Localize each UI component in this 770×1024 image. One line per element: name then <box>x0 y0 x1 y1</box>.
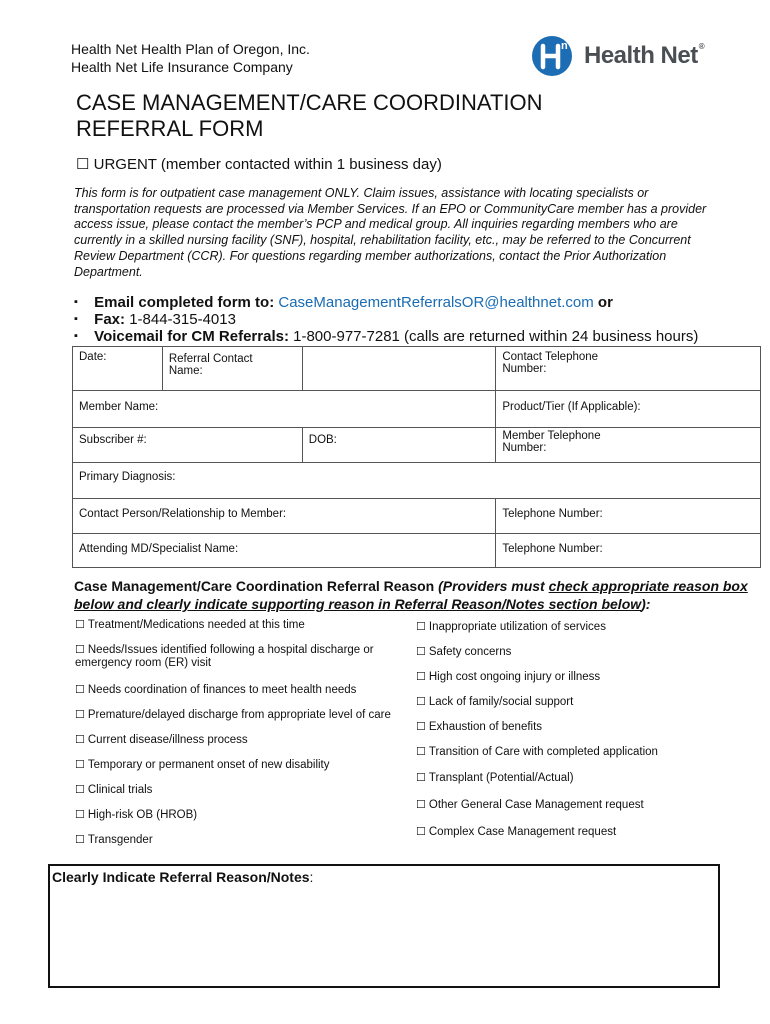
health-net-logo-mark <box>530 34 580 78</box>
reason-checkbox[interactable]: ☐ Current disease/illness process <box>75 734 248 746</box>
contact-person-telephone-field[interactable]: Telephone Number: <box>496 499 761 534</box>
email-suffix: or <box>597 294 613 311</box>
bullet-icon: ▪ <box>74 330 78 342</box>
logo-wordmark: Health Net® <box>584 42 705 69</box>
reason-checkbox[interactable]: ☐ Lack of family/social support <box>416 696 574 708</box>
date-field[interactable]: Date: <box>73 347 163 391</box>
member-name-field[interactable]: Member Name: <box>73 391 496 428</box>
primary-diagnosis-field[interactable]: Primary Diagnosis: <box>73 463 761 499</box>
reason-checkbox[interactable]: ☐ Exhaustion of benefits <box>416 721 543 733</box>
referral-reason-heading: Case Management/Care Coordination Referral Reason (Providers must check appropriate reason box below and clearly indicate supporting reason in Referral Reason/Notes section below): <box>74 578 748 612</box>
bullet-icon: ▪ <box>74 313 78 325</box>
referral-contact-name-value[interactable] <box>302 347 496 391</box>
voicemail-label: Voicemail for CM Referrals: <box>94 328 289 345</box>
email-label: Email completed form to: <box>94 294 275 311</box>
reason-checkbox[interactable]: ☐ Premature/delayed discharge from appropriate level of care <box>75 709 391 721</box>
company-name-line1: Health Net Health Plan of Oregon, Inc. <box>71 41 310 57</box>
reason-checkbox[interactable]: ☐ Temporary or permanent onset of new disability <box>75 759 330 771</box>
product-tier-field[interactable]: Product/Tier (If Applicable): <box>496 391 761 428</box>
reason-checkbox[interactable]: ☐ Clinical trials <box>75 784 153 796</box>
reason-checkbox[interactable]: ☐ Inappropriate utilization of services <box>416 621 606 633</box>
email-row <box>74 294 698 311</box>
voicemail-row <box>74 328 698 345</box>
bullet-icon: ▪ <box>74 296 78 308</box>
referral-notes-label: Clearly Indicate Referral Reason/Notes: <box>52 869 314 885</box>
subscriber-field[interactable]: Subscriber #: <box>73 428 303 463</box>
reason-checkbox[interactable]: ☐ Safety concerns <box>416 646 512 658</box>
logo-mark-letter: n <box>561 40 568 52</box>
dob-field[interactable]: DOB: <box>302 428 496 463</box>
voicemail-number: 1-800-977-7281 (calls are returned within 24 business hours) <box>293 328 699 345</box>
attending-md-field[interactable]: Attending MD/Specialist Name: <box>73 534 496 568</box>
health-net-logo <box>530 34 720 78</box>
reason-checkbox[interactable]: ☐ High cost ongoing injury or illness <box>416 671 601 683</box>
reason-checkbox[interactable]: ☐ Transgender <box>75 834 153 846</box>
contact-list <box>74 294 698 345</box>
company-name-line2: Health Net Life Insurance Company <box>71 59 293 75</box>
member-telephone-field[interactable]: Member Telephone Number: <box>496 428 761 463</box>
contact-telephone-field[interactable]: Contact Telephone Number: <box>496 347 761 391</box>
reason-checkbox[interactable]: ☐ Needs coordination of finances to meet health needs <box>75 684 357 696</box>
intro-paragraph: This form is for outpatient case management ONLY. Claim issues, assistance with locating specialists or transportation requests are processed via Member Services. If an EPO or CommunityCare member has a provider access issue, please contact the member’s PCP and medical group. All inquiries regarding members who are currently in a skilled nursing facility (SNF), hospital, rehabilitation facility, etc., may be referred to the Concurrent Review Department (CCR). For questions regarding member authorizations, contact the Prior Authorization Department. <box>74 186 707 279</box>
referral-contact-name-field[interactable]: Referral Contact Name: <box>162 347 302 391</box>
fax-label: Fax: <box>94 311 126 328</box>
form-title: CASE MANAGEMENT/CARE COORDINATION REFERRAL FORM <box>76 90 543 141</box>
urgent-checkbox-label[interactable]: ☐ URGENT (member contacted within 1 business day) <box>76 156 442 173</box>
fax-row <box>74 311 698 328</box>
reason-checkbox[interactable]: ☐ Treatment/Medications needed at this time <box>75 619 305 631</box>
member-info-table <box>72 346 761 568</box>
reason-checkbox[interactable]: ☐ Transplant (Potential/Actual) <box>416 772 574 784</box>
reason-checkbox[interactable]: ☐ High-risk OB (HROB) <box>75 809 198 821</box>
email-link[interactable]: CaseManagementReferralsOR@healthnet.com <box>278 294 594 311</box>
reason-checkbox[interactable]: ☐ Other General Case Management request <box>416 799 644 811</box>
reason-checkbox[interactable]: ☐ Complex Case Management request <box>416 826 617 838</box>
attending-md-telephone-field[interactable]: Telephone Number: <box>496 534 761 568</box>
reason-checkbox[interactable]: ☐ Transition of Care with completed application <box>416 746 658 758</box>
contact-person-field[interactable]: Contact Person/Relationship to Member: <box>73 499 496 534</box>
fax-number: 1-844-315-4013 <box>129 311 236 328</box>
reason-checkbox[interactable]: ☐ Needs/Issues identified following a hospital discharge or emergency room (ER) visit <box>75 644 374 669</box>
